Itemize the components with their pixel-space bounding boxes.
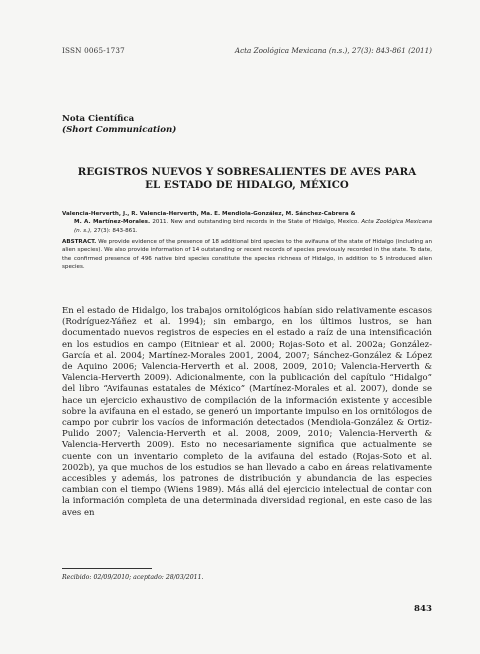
page-number: 843 bbox=[414, 604, 432, 614]
citation-details: 2011. New and outstanding bird records in the State of Hidalgo, Mexico. bbox=[150, 219, 360, 226]
abstract-text: We provide evidence of the presence of 18 additional bird species to the avifauna of the state of Hidalgo (including an alien species). We also provide information of 14 outstanding or recent records of species previously recorded in the state. To date, the confirmed presence of 496 native bird species constitute the species richness of Hidalgo, in addition to 5 introduced alien species. bbox=[62, 239, 432, 271]
citation-continuation bbox=[62, 218, 432, 235]
section-type-en: (Short Communication) bbox=[62, 125, 177, 135]
abstract bbox=[62, 238, 432, 272]
section-label bbox=[62, 114, 176, 136]
citation-pages: 27(3): 843-861. bbox=[91, 227, 138, 234]
section-type: Nota Científica bbox=[62, 114, 135, 124]
citation-authors-2: M. A. Martínez-Morales. bbox=[74, 219, 151, 226]
article-title bbox=[62, 166, 432, 192]
citation-journal: Acta Zoológica Mexicana (n. s.), bbox=[74, 219, 433, 234]
footnote-rule bbox=[62, 568, 152, 569]
journal-reference: Acta Zoológica Mexicana (n.s.), 27(3): 843-861 (2011) bbox=[234, 46, 432, 55]
citation-authors: Valencia-Herverth, J., R. Valencia-Herverth, Ma. E. Mendiola-González, M. Sánchez-Cabrera & bbox=[62, 211, 356, 217]
received-footnote: Recibido: 02/09/2010; aceptado: 28/03/2011. bbox=[62, 574, 204, 581]
abstract-label: ABSTRACT. bbox=[62, 239, 97, 245]
title-line-2: EL ESTADO DE HIDALGO, MÉXICO bbox=[145, 179, 349, 191]
citation bbox=[62, 210, 432, 235]
body-text bbox=[62, 306, 432, 519]
issn: ISSN 0065-1737 bbox=[62, 46, 125, 55]
body-paragraph: En el estado de Hidalgo, los trabajos ornitológicos habían sido relativamente escasos (Rodríguez-Yáñez et al. 1994); sin embargo, en los últimos lustros, se han documentado nuevos registros de especies en el estado a raíz de una intensificación en los estudios en campo (Eitniear et al. 2000; Rojas-Soto et al. 2002a; González-García et al. 2004; Martínez-Morales 2001, 2004, 2007; Sánchez-González & López de Aquino 2006; Valencia-Herverth et al. 2008, 2009, 2010; Valencia-Herverth & Valencia-Herverth 2009). Adicionalmente, con la publicación del capítulo “Hidalgo” del libro “Avifaunas estatales de México” (Martínez-Morales et al. 2007), donde se hace un ejercicio exhaustivo de compilación de la información existente y accesible sobre la avifauna en el estado, se generó un importante impulso en los ornitólogos de campo por cubrir los vacíos de información detectados (Mendiola-González & Ortiz-Pulido 2007; Valencia-Herverth et al. 2008, 2009, 2010; Valencia-Herverth & Valencia-Herverth 2009). Esto no necesariamente significa que actualmente se cuente con un inventario completo de la avifauna del estado (Rojas-Soto et al. 2002b), ya que muchos de los estudios se han llevado a cabo en áreas relativamente accesibles y además, los patrones de distribución y abundancia de las especies cambian con el tiempo (Wiens 1989). Más allá del ejercicio intelectual de contar con la información completa de una determinada diversidad regional, en este caso de las aves en bbox=[62, 306, 432, 518]
title-line-1: REGISTROS NUEVOS Y SOBRESALIENTES DE AVES PARA bbox=[77, 166, 417, 178]
